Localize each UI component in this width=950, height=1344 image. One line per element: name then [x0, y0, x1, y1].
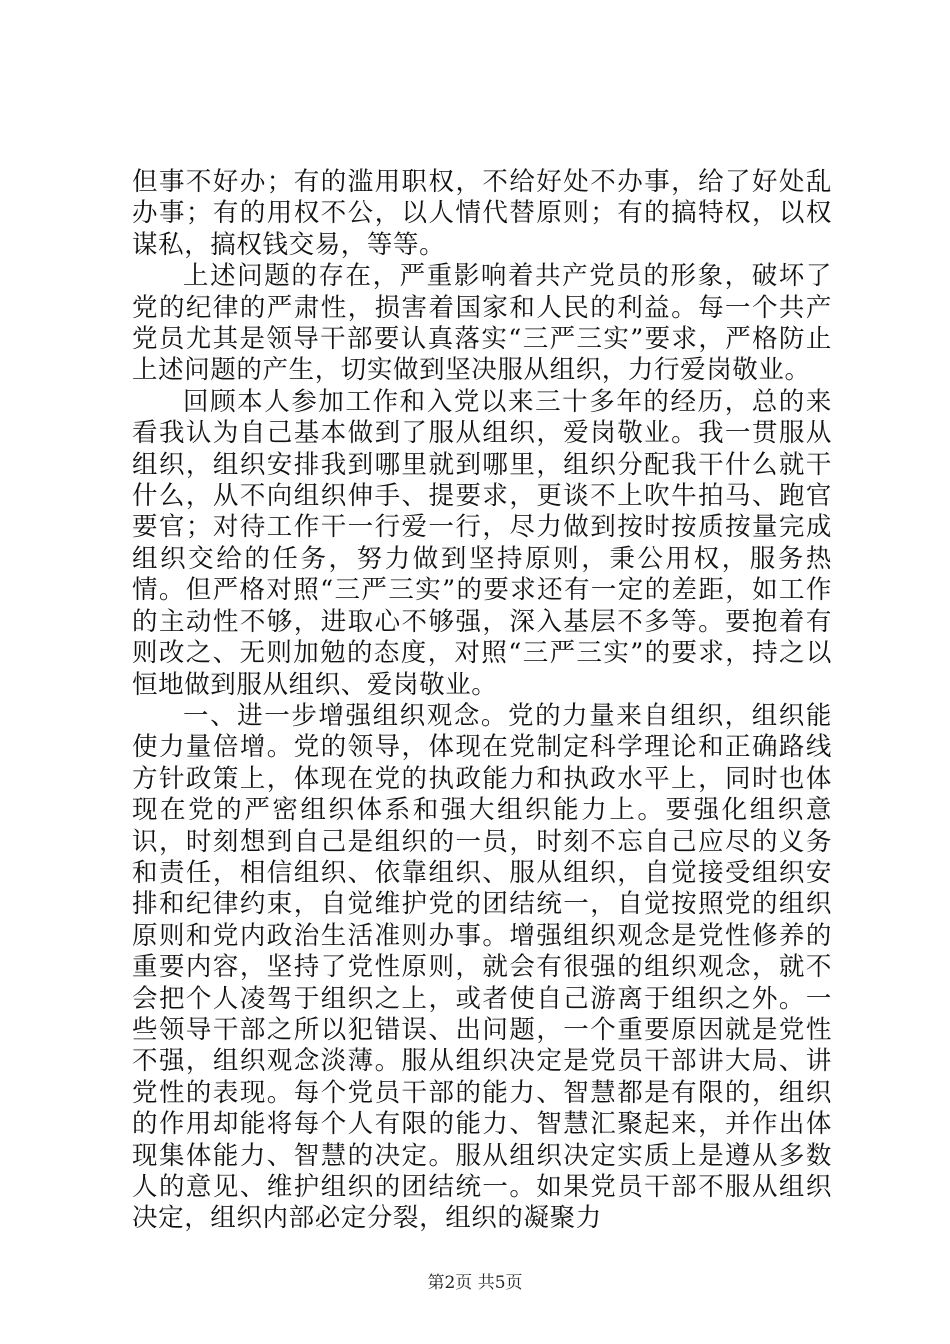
paragraph: 一、进一步增强组织观念。党的力量来自组织，组织能使力量倍增。党的领导，体现在党制定科学理论和正确路线方针政策上，体现在党的执政能力和执政水平上，同时也体现在党的严密组织体系和强大组织能力上。要强化组织意识，时刻想到自己是组织的一员，时刻不忘自己应尽的义务和责任，相信组织、依靠组织、服从组织，自觉接受组织安排和纪律约束，自觉维护党的团结统一，自觉按照党的组织原则和党内政治生活准则办事。增强组织观念是党性修养的重要内容，坚持了党性原则，就会有很强的组织观念，就不会把个人凌驾于组织之上，或者使自己游离于组织之外。一些领导干部之所以犯错误、出问题，一个重要原因就是党性不强，组织观念淡薄。服从组织决定是党员干部讲大局、讲党性的表现。每个党员干部的能力、智慧都是有限的，组织的作用却能将每个人有限的能力、智慧汇聚起来，并作出体现集体能力、智慧的决定。服从组织决定实质上是遵从多数人的意见、维护组织的团结统一。如果党员干部不服从组织决定，组织内部必定分裂，组织的凝聚力: [132, 700, 832, 1234]
document-body: [132, 167, 832, 1235]
page-footer: 第2页 共5页: [427, 1273, 523, 1293]
paragraph: 回顾本人参加工作和入党以来三十多年的经历，总的来看我认为自己基本做到了服从组织，爱岗敬业。我一贯服从组织，组织安排我到哪里就到哪里，组织分配我干什么就干什么，从不向组织伸手、提要求，更谈不上吹牛拍马、跑官要官；对待工作干一行爱一行，尽力做到按时按质按量完成组织交给的任务，努力做到坚持原则，秉公用权，服务热情。但严格对照“三严三实”的要求还有一定的差距，如工作的主动性不够，进取心不够强，深入基层不多等。要抱着有则改之、无则加勉的态度，对照“三严三实”的要求，持之以恒地做到服从组织、爱岗敬业。: [132, 386, 832, 700]
paragraph: 上述问题的存在，严重影响着共产党员的形象，破坏了党的纪律的严肃性，损害着国家和人民的利益。每一个共产党员尤其是领导干部要认真落实“三严三实”要求，严格防止上述问题的产生，切实做到坚决服从组织，力行爱岗敬业。: [132, 261, 832, 386]
paragraph-continued: 但事不好办；有的滥用职权，不给好处不办事，给了好处乱办事；有的用权不公，以人情代替原则；有的搞特权，以权谋私，搞权钱交易，等等。: [132, 167, 832, 260]
